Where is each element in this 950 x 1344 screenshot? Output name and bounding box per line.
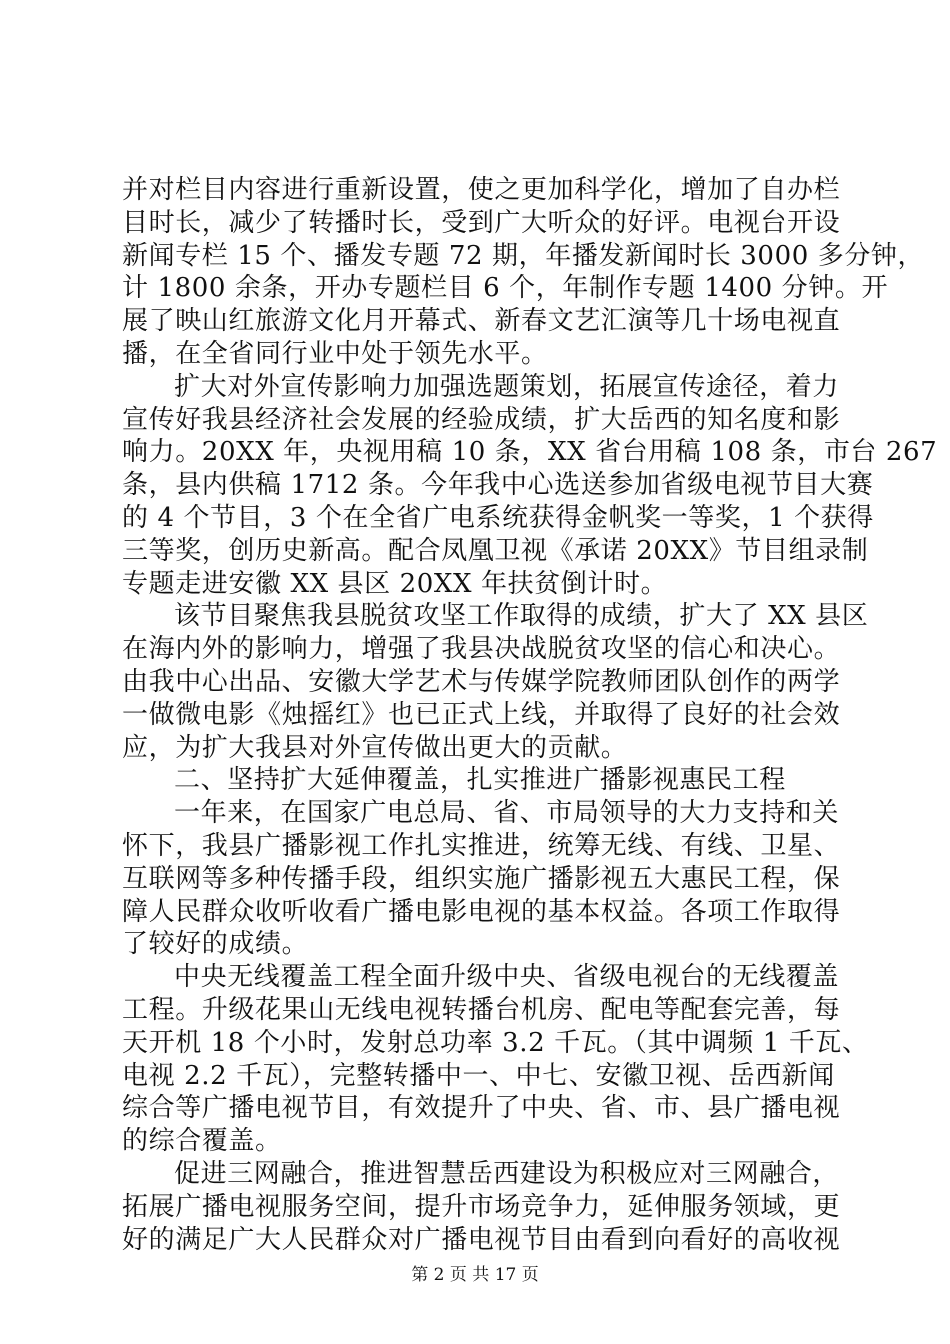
text-line: 综合等广播电视节目，有效提升了中央、省、市、县广播电视 xyxy=(122,1093,841,1124)
text-line: 扩大对外宣传影响力加强选题策划，拓展宣传途径，着力 xyxy=(174,371,840,402)
text-line: 拓展广播电视服务空间，提升市场竞争力，延伸服务领域，更 xyxy=(122,1191,841,1222)
text-line: 展了映山红旅游文化月开幕式、新春文艺汇演等几十场电视直 xyxy=(122,306,841,337)
text-line: 工程。升级花果山无线电视转播台机房、配电等配套完善，每 xyxy=(122,994,841,1025)
text-line: 二、坚持扩大延伸覆盖，扎实推进广播影视惠民工程 xyxy=(174,765,786,796)
text-line: 计 1800 余条，开办专题栏目 6 个，年制作专题 1400 分钟。开 xyxy=(122,273,889,304)
text-line: 了较好的成绩。 xyxy=(122,929,309,960)
text-line: 怀下，我县广播影视工作扎实推进，统筹无线、有线、卫星、 xyxy=(122,830,841,861)
text-line: 天开机 18 个小时，发射总功率 3.2 千瓦。（其中调频 1 千瓦、 xyxy=(122,1027,869,1058)
text-line: 播，在全省同行业中处于领先水平。 xyxy=(122,338,548,369)
text-line: 中央无线覆盖工程全面升级中央、省级电视台的无线覆盖 xyxy=(174,962,840,993)
text-line: 新闻专栏 15 个、播发专题 72 期，年播发新闻时长 3000 多分钟， xyxy=(122,240,925,271)
text-line: 目时长，减少了转播时长，受到广大听众的好评。电视台开设 xyxy=(122,207,841,238)
text-line: 由我中心出品、安徽大学艺术与传媒学院教师团队创作的两学 xyxy=(122,666,841,697)
text-line: 专题走进安徽 XX 县区 20XX 年扶贫倒计时。 xyxy=(122,568,668,599)
text-line: 的 4 个节目，3 个在全省广电系统获得金帆奖一等奖，1 个获得 xyxy=(122,502,874,533)
text-line: 并对栏目内容进行重新设置，使之更加科学化，增加了自办栏 xyxy=(122,175,841,205)
text-line: 互联网等多种传播手段，组织实施广播影视五大惠民工程，保 xyxy=(122,863,841,894)
text-line: 该节目聚焦我县脱贫攻坚工作取得的成绩，扩大了 XX 县区 xyxy=(174,601,869,632)
text-line: 促进三网融合，推进智慧岳西建设为积极应对三网融合， xyxy=(174,1158,840,1189)
text-line: 一做微电影《烛摇红》也已正式上线，并取得了良好的社会效 xyxy=(122,699,841,730)
page-footer: 第 2 页 共 17 页 xyxy=(411,1265,539,1285)
body-text xyxy=(122,174,938,1256)
text-line: 宣传好我县经济社会发展的经验成绩，扩大岳西的知名度和影 xyxy=(122,404,841,435)
text-line: 好的满足广大人民群众对广播电视节目由看到向看好的高收视 xyxy=(122,1224,841,1255)
text-line: 在海内外的影响力，增强了我县决战脱贫攻坚的信心和决心。 xyxy=(122,634,841,665)
text-line: 响力。20XX 年，央视用稿 10 条，XX 省台用稿 108 条，市台 267 xyxy=(122,437,938,468)
text-line: 的综合覆盖。 xyxy=(122,1126,282,1157)
text-line: 应，为扩大我县对外宣传做出更大的贡献。 xyxy=(122,732,628,763)
text-line: 一年来，在国家广电总局、省、市局领导的大力支持和关 xyxy=(174,798,840,829)
text-line: 电视 2.2 千瓦），完整转播中一、中七、安徽卫视、岳西新闻 xyxy=(122,1060,835,1091)
text-line: 条，县内供稿 1712 条。今年我中心选送参加省级电视节目大赛 xyxy=(122,470,874,501)
text-line: 三等奖，创历史新高。配合凤凰卫视《承诺 20XX》节目组录制 xyxy=(122,535,869,566)
text-line: 障人民群众收听收看广播电影电视的基本权益。各项工作取得 xyxy=(122,896,841,927)
